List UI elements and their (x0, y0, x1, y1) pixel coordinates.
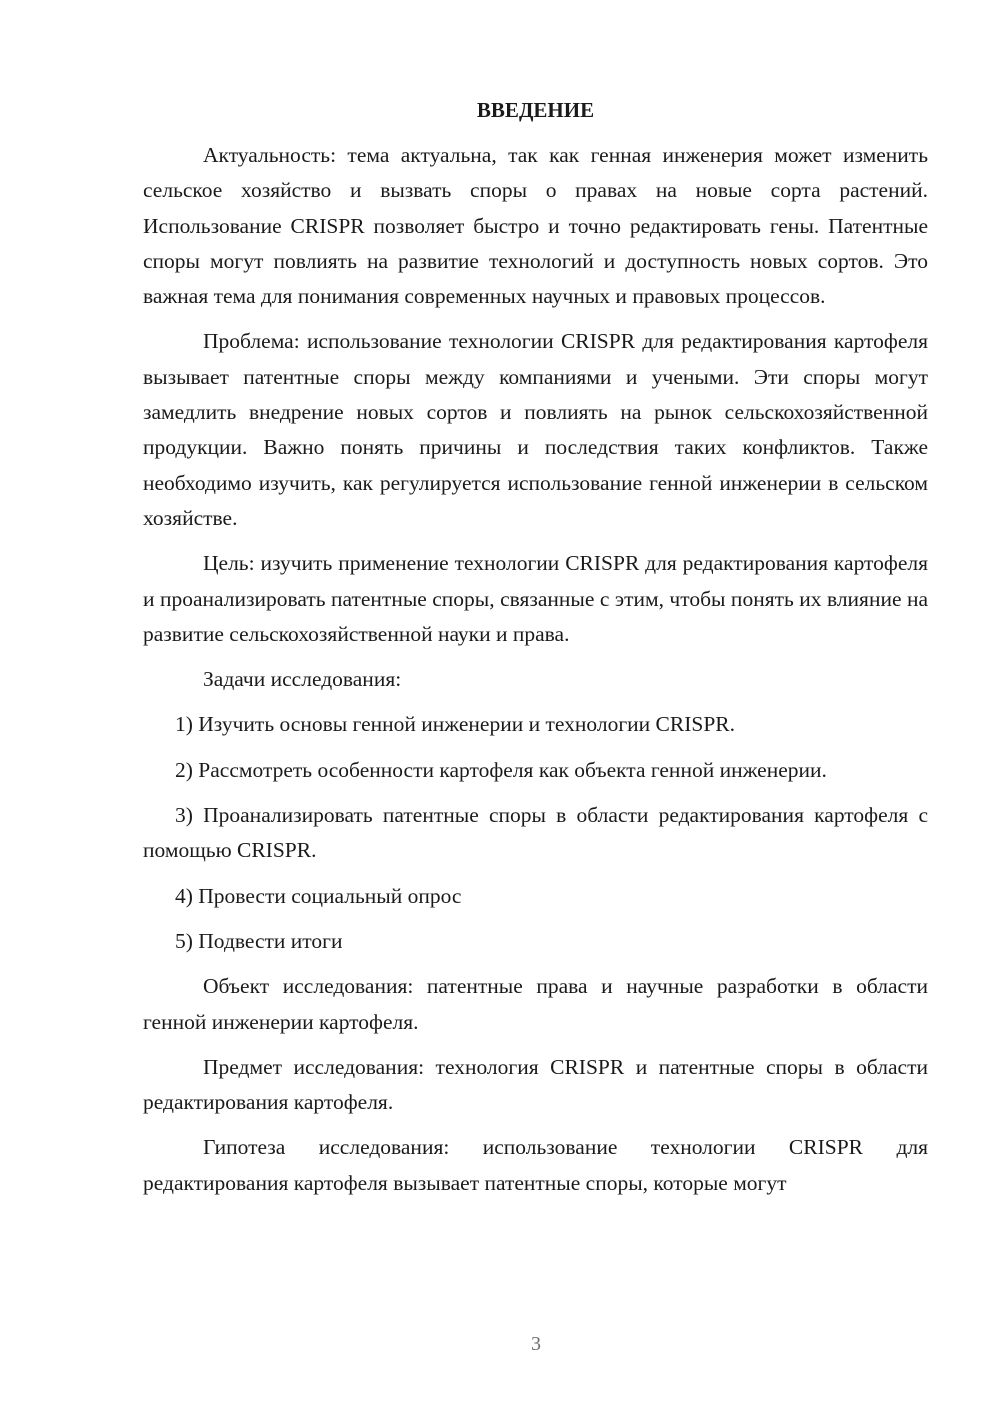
problem-paragraph: Проблема: использование технологии CRISPR для редактирования картофеля вызывает патентные споры между компаниями и учеными. Эти споры могут замедлить внедрение новых сортов и повлиять на рынок сельскохозяйственной продукции. Важно понять причины и последствия таких конфликтов. Также необходимо изучить, как регулируется использование генной инженерии в сельском хозяйстве. (143, 329, 928, 530)
task-item-3: 3) Проанализировать патентные споры в области редактирования картофеля с помощью CRISPR. (143, 803, 928, 863)
page-number: 3 (531, 1333, 541, 1355)
relevance-paragraph: Актуальность: тема актуальна, так как генная инженерия может изменить сельское хозяйство и вызвать споры о правах на новые сорта растений. Использование CRISPR позволяет быстро и точно редактировать гены. Патентные споры могут повлиять на развитие технологий и доступность новых сортов. Это важная тема для понимания современных научных и правовых процессов. (143, 143, 928, 309)
subject-paragraph: Предмет исследования: технология CRISPR и патентные споры в области редактирования картофеля. (143, 1054, 928, 1115)
goal-paragraph: Цель: изучить применение технологии CRISPR для редактирования картофеля и проанализировать патентные споры, связанные с этим, чтобы понять их влияние на развитие сельскохозяйственной науки и права. (143, 551, 928, 646)
document-page (143, 94, 928, 1211)
task-item-4: 4) Провести социальный опрос (175, 883, 462, 908)
object-paragraph: Объект исследования: патентные права и научные разработки в области генной инженерии картофеля. (143, 974, 928, 1034)
task-item-5: 5) Подвести итоги (175, 928, 343, 953)
section-title: ВВЕДЕНИЕ (476, 98, 595, 122)
tasks-heading: Задачи исследования: (203, 667, 402, 692)
hypothesis-paragraph: Гипотеза исследования: использование технологии CRISPR для редактирования картофеля вызывает патентные споры, которые могут (143, 1135, 928, 1195)
task-item-2: 2) Рассмотреть особенности картофеля как объекта генной инженерии. (175, 757, 827, 782)
task-item-1: 1) Изучить основы генной инженерии и технологии CRISPR. (175, 712, 735, 737)
